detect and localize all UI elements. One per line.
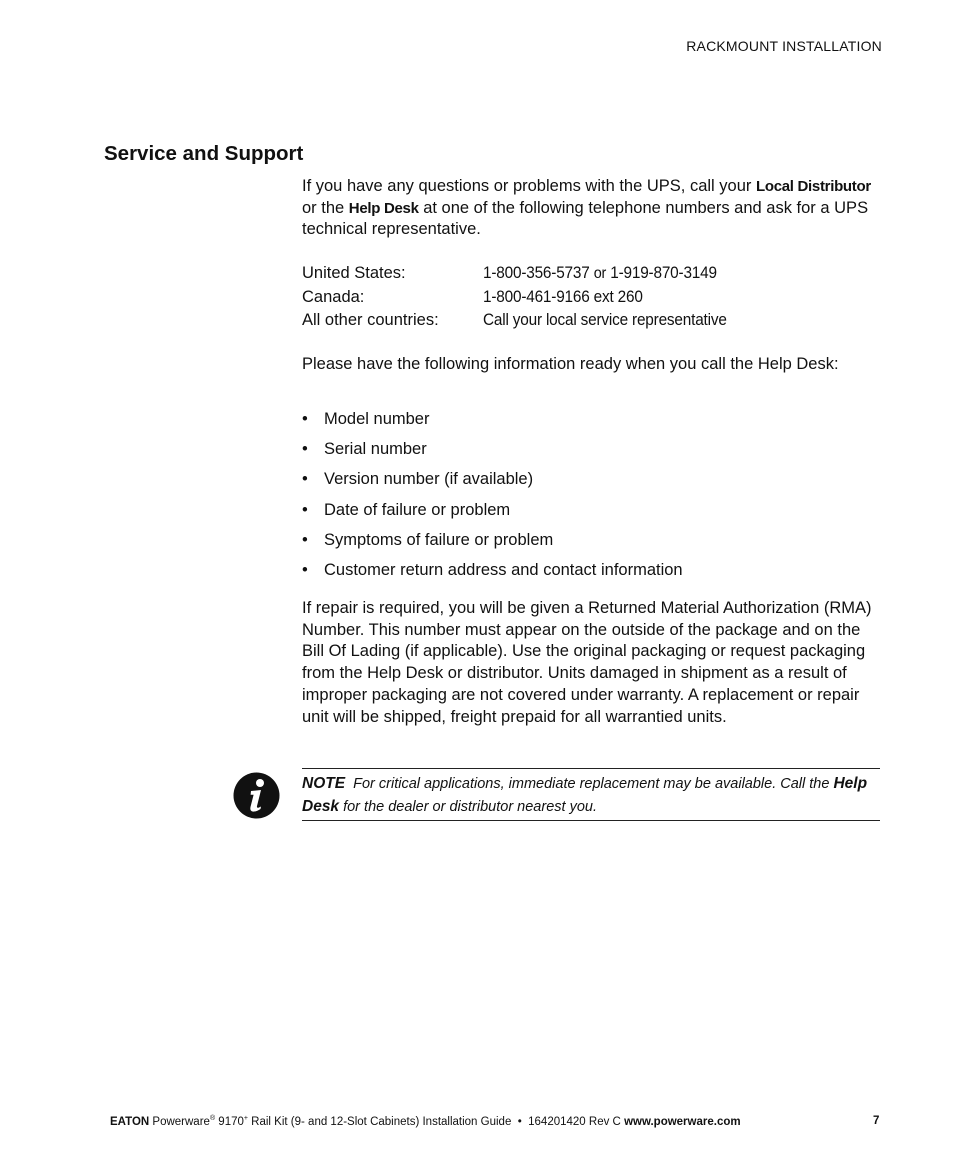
bullet-icon: • [302,440,308,459]
list-item [302,410,683,440]
list-item-text: Version number (if available) [324,470,534,489]
contact-label: Canada: [302,287,365,306]
intro-pre: If you have any questions or problems with the UPS, call your [302,177,756,195]
list-item-text: Serial number [324,440,427,459]
contact-row-other [302,309,745,333]
note-help-desk: Help Desk [302,775,868,815]
note-text [302,773,877,818]
contact-label: United States: [302,264,406,283]
repair-paragraph: If repair is required, you will be given a Returned Material Authorization (RMA) Number. This number must appear on the outside of the package and on the Bill Of Lading (if applicable). Use the original packaging or request packaging from the Help Desk or distributor. Units damaged in shipment as a result of improper packaging are not covered under warranty. A replacement or repair unit will be shipped, freight prepaid for all warrantied units. [302,599,872,726]
list-item [302,501,683,531]
bullet-icon: • [302,410,308,428]
list-item-text: Customer return address and contact information [324,560,683,579]
list-item-text: Date of failure or problem [324,500,511,519]
list-item-text: Symptoms of failure or problem [324,530,554,549]
bullet-icon: • [302,470,308,489]
footer-url: www.powerware.com [624,1115,741,1128]
note-pre: For critical applications, immediate replacement may be available. Call the [353,776,834,792]
info-prompt: Please have the following information ready when you call the Help Desk: [302,355,839,373]
page-footer [110,1115,741,1128]
page-number: 7 [873,1115,880,1127]
help-desk-emphasis: Help Desk [348,199,419,217]
list-item [302,470,683,500]
contact-row-canada [302,286,745,310]
contact-label: All other countries: [302,311,439,330]
footer-product: Powerware [152,1115,210,1128]
or-word: or [593,265,607,283]
footer-plus: + [243,1115,248,1122]
contact-value: Call your local service representative [483,311,727,330]
note-post: for the dealer or distributor nearest you. [339,798,597,815]
contact-row-us [302,262,745,286]
contact-value [483,264,717,283]
intro-mid: or the [302,198,349,217]
list-item [302,531,683,561]
local-distributor: Local Distributor [755,178,871,195]
list-item-text: Model number [324,410,430,428]
bullet-icon: • [302,560,308,579]
running-header: RACKMOUNT INSTALLATION [686,38,882,54]
note-bottom-rule [302,820,880,821]
section-heading: Service and Support [104,142,304,165]
list-item [302,440,683,470]
contact-table [302,262,745,333]
phone-number-alt: 1-919-870-3149 [610,264,717,283]
info-icon [233,772,280,819]
contact-value: 1-800-461-9166 ext 260 [483,287,643,306]
bullet-icon: • [302,530,308,549]
intro-paragraph [302,176,884,241]
phone-number: 1-800-356-5737 [483,264,590,283]
bullet-icon: • [302,500,308,519]
list-item [302,561,683,591]
info-list [302,410,683,591]
footer-brand: EATON [110,1115,150,1128]
footer-rest: Rail Kit (9- and 12-Slot Cabinets) Installation Guide • 164201420 Rev C [247,1115,625,1128]
intro-post: at one of the following telephone numbers and ask for a UPS technical representative. [302,198,869,239]
note-label: NOTE [302,775,346,792]
registered-mark: ® [209,1115,216,1122]
footer-model: 9170 [215,1115,244,1128]
note-top-rule [302,768,880,769]
